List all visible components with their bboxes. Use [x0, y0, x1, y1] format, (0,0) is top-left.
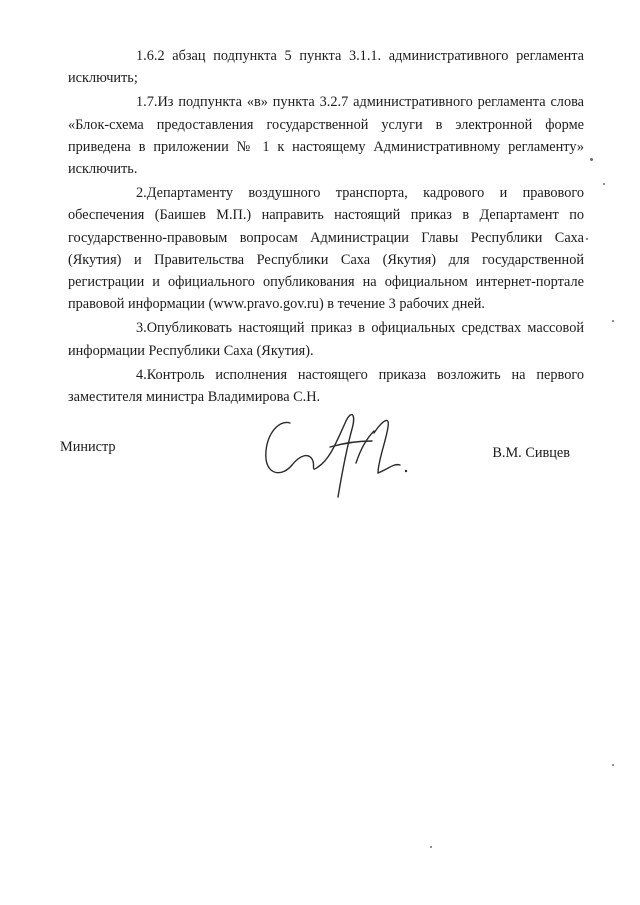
scan-speck [590, 158, 593, 161]
handwritten-signature [256, 403, 446, 513]
scan-speck [612, 764, 614, 766]
paragraph-text: 2 абзац подпункта 5 пункта 3.1.1. административного регламента исключить; [68, 48, 584, 87]
signatory-title: Министр [60, 439, 116, 455]
paragraph-text: Из подпункта «в» пункта 3.2.7 административного регламента слова «Блок-схема предоставления государственной услуги в электронной форме приведена в приложении № 1 к настоящему Административному регламенту» исключить. [68, 94, 584, 178]
paragraph-text: Опубликовать настоящий приказ в официальных средствах массовой информации Республики Саха (Якутия). [68, 320, 584, 359]
scan-speck [586, 238, 588, 240]
order-body [68, 45, 584, 410]
scan-speck [430, 846, 432, 848]
scan-speck [603, 183, 605, 185]
paragraph-1-7 [68, 91, 584, 180]
signatory-name: В.М. Сивцев [492, 445, 570, 461]
paragraph-4 [68, 364, 584, 408]
paragraph-number: 2. [136, 185, 147, 202]
paragraph-number: 4. [136, 366, 147, 383]
paragraph-number: 1.6. [136, 48, 158, 64]
paragraph-text: Контроль исполнения настоящего приказа возложить на первого заместителя министра Владимирова С.Н. [68, 366, 584, 406]
scan-speck [612, 320, 614, 322]
paragraph-1-6 [68, 45, 584, 89]
signature-block [60, 433, 584, 513]
paragraph-number: 3. [136, 320, 147, 337]
paragraph-3 [68, 317, 584, 361]
paragraph-text: Департаменту воздушного транспорта, кадрового и правового обеспечения (Баишев М.П.) направить настоящий приказ в Департамент по государственно-правовым вопросам Администрации Главы Республики Саха (Якутия) и Правительства Республики Саха (Якутия) для государственной регистрации и официального опубликования на официальном интернет-портале правовой информации (www.pravo.gov.ru) в течение 3 рабочих дней. [68, 185, 584, 313]
paragraph-number: 1.7. [136, 94, 158, 111]
paragraph-2 [68, 182, 584, 315]
